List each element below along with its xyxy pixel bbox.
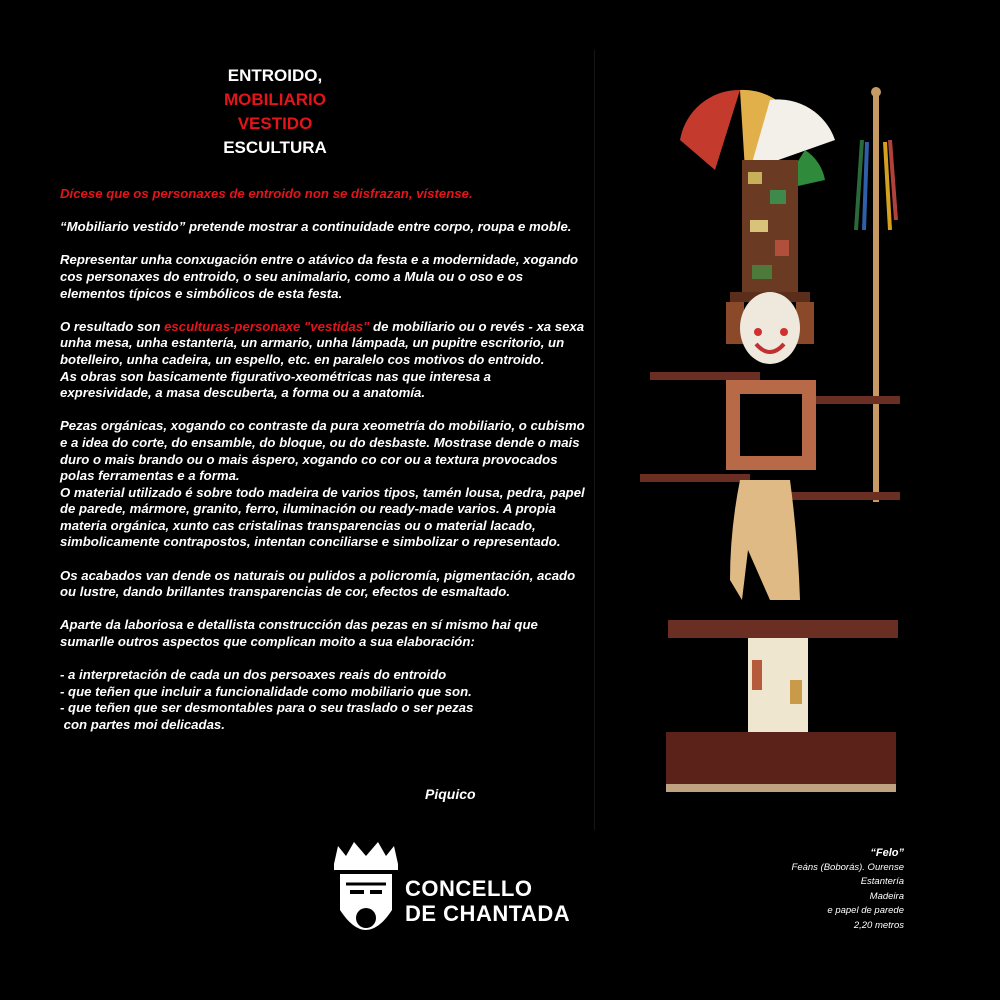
logo-line-1: CONCELLO [405,876,533,901]
paragraph-3b: As obras son basicamente figurativo-xeométricas nas que interesa a expresividade, a masa descuberta, a forma ou a anatomía. [60,368,491,401]
paragraph-3-start: O resultado son [60,318,165,334]
sculpture-photo [630,80,930,800]
body-text [60,186,585,734]
artwork-title: “Felo” [870,847,904,859]
title-line-4: ESCULTURA [223,138,327,157]
caption-line-3: Madeira [869,890,904,902]
paragraph-4 [60,418,585,551]
caption-line-5: 2,20 metros [853,919,904,931]
logo-line-2: DE CHANTADA [405,901,571,926]
wooden-torso [730,480,800,600]
paragraph-2: Representar unha conxugación entre o atávico da festa e a modernidade, xogando cos personaxes do entroido, o seu animalario, como a Mula ou o oso e os elementos típicos e simbólicos de esta festa. [60,252,579,301]
signature: Piquico [425,786,476,802]
poster-title [170,64,380,160]
caption-line-4: e papel de parede [827,905,904,916]
paragraph-3-highlight: esculturas-personaxe "vestidas" [164,318,370,334]
paragraph-3 [60,319,585,402]
list-item: - que teñen que ser desmontables para o seu traslado o ser pezas [60,700,474,716]
intro-paragraph: Dícese que os personaxes de entroido non se disfrazan, vístense. [60,186,473,201]
paragraph-3-end: de mobiliario ou o revés - xa sexa unha mesa, unha estantería, un armario, unha lámpada, un pupitre escritorio, un botelleiro, unha cadeira, un espello, etc. en paralelo cos motivos do entroido. [60,318,585,367]
shelf-middle-left [640,474,750,482]
paragraph-1: “Mobiliario vestido” pretende mostrar a continuidade entre corpo, roupa e moble. [60,219,572,235]
divider [594,50,595,830]
list-item: - que teñen que incluir a funcionalidade como mobiliario que son. [60,683,472,699]
fan-red [680,90,740,170]
artwork-caption [792,846,904,933]
paragraph-5: Os acabados van dende os naturais ou pulidos a policromía, pigmentación, acado ou lustre, dando brillantes transparencias de cor, efectos de esmaltado. [60,567,576,600]
logo-text [405,876,570,926]
shelf-top-right [810,396,900,404]
list-item: - a interpretación de cada un dos persoaxes reais do entroido [60,667,447,683]
list-item: con partes moi delicadas. [60,717,225,732]
caption-line-1: Feáns (Boborás). Ourense [791,861,904,873]
shelf-top-left [650,372,760,380]
base [666,732,896,788]
shelf-middle-right [790,492,900,500]
paragraph-4b: O material utilizado é sobre todo madeira de varios tipos, tamén lousa, pedra, papel de parede, mármore, granito, ferro, iluminación ou ready-made varios. A propia materia orgánica, xunto cas cristalinas transparencias ou o material lacado, simbolicamente contrapostos, intentan conciliarse e simbolizar o representado. [60,484,585,550]
title-line-3: VESTIDO [237,114,313,133]
shelf-lower [668,620,898,638]
paragraph-6: Aparte da laboriosa e detallista construcción das pezas en sí mismo hai que sumarlle outros aspectos que complican moito a sua elaboración: [60,617,538,650]
title-line-2: MOBILIARIO [224,90,326,109]
title-line-1: ENTROIDO, [227,66,323,85]
caption-line-2: Estantería [860,876,904,887]
paragraph-4a: Pezas orgánicas, xogando co contraste da pura xeometría do mobiliario, o cubismo e a idea do corte, do ensamble, do bloque, ou do desbaste. Mostrase dende o mais duro o mais brando ou o mais áspero, xogando co cor ou a textura provocados polas ferramentas e a forma. [60,418,585,484]
staff-pole [873,92,879,502]
